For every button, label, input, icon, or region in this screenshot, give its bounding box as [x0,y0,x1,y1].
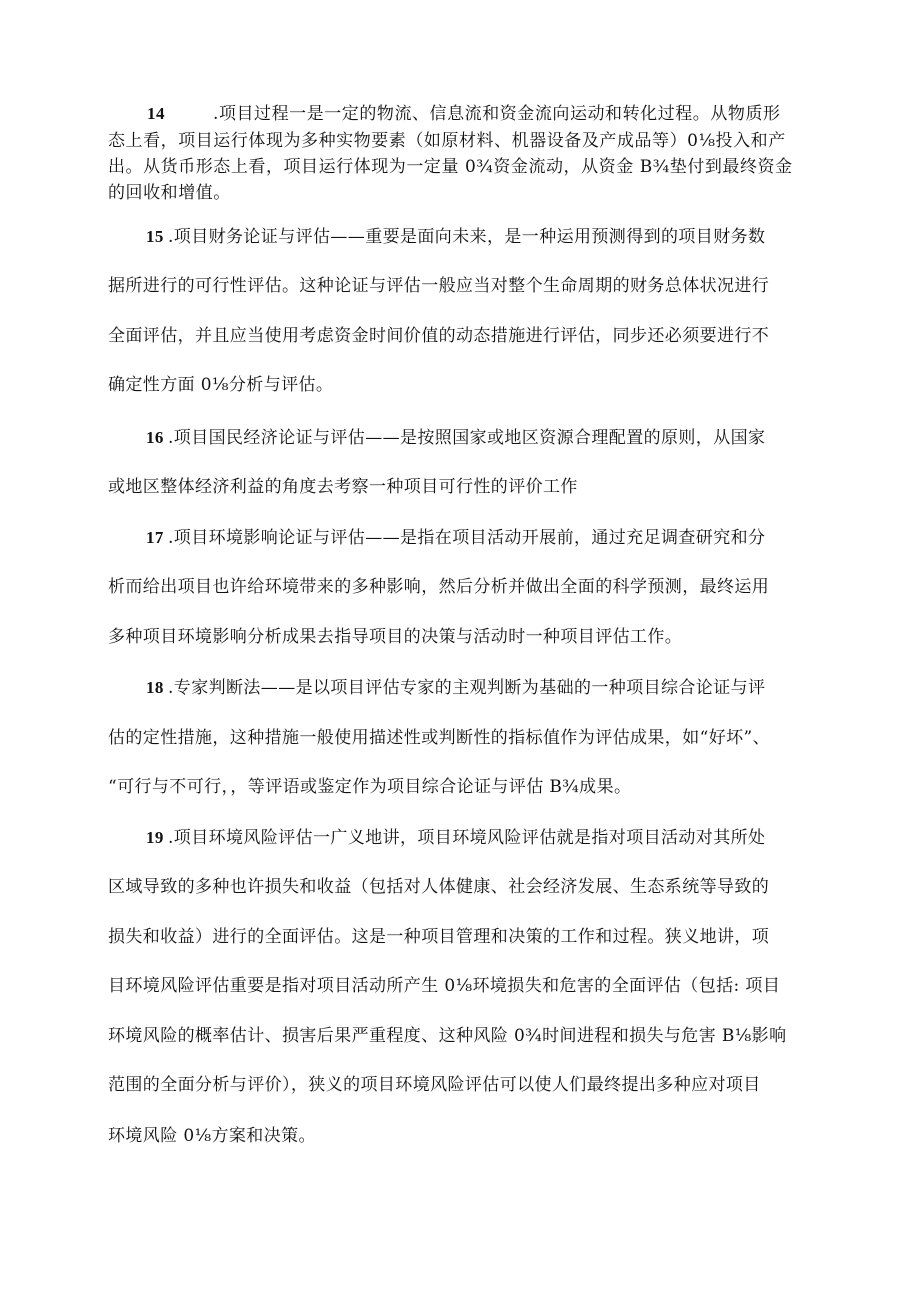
paragraph-line: .项目国民经济论证与评估——是按照国家或地区资源合理配置的原则，从国家 [168,428,766,448]
paragraph-line: 态上看，项目运行体现为多种实物要素（如原材料、机器设备及产成品等）0⅛投入和产 [108,131,786,151]
paragraph-line: .项目环境风险评估一广义地讲，项目环境风险评估就是指对项目活动对其所处 [168,828,766,848]
paragraph-number: 19 [146,828,164,847]
paragraph-line: 损失和收益）进行的全面评估。这是一种项目管理和决策的工作和过程。狭义地讲，项 [108,927,770,947]
paragraph-line: 析而给出项目也许给环境带来的多种影响，然后分析并做出全面的科学预测，最终运用 [108,577,770,597]
paragraph-line: .项目财务论证与评估——重要是面向未来，是一种运用预测得到的项目财务数 [168,227,766,247]
paragraph-number: 14 [147,104,166,123]
paragraph-line: .项目环境影响论证与评估——是指在项目活动开展前，通过充足调查研究和分 [168,528,766,548]
paragraph-line: “可行与不可行，，等评语或鉴定作为项目综合论证与评估 B¾成果。 [108,777,632,797]
paragraph-line: 估的定性措施，这种措施一般使用描述性或判断性的指标值作为评估成果，如“好坏”、 [108,728,770,748]
paragraph-number: 15 [146,227,164,246]
paragraph-line: 出。从货币形态上看，项目运行体现为一定量 0¾资金流动，从资金 B¾垫付到最终资金 [108,157,793,177]
paragraph-line: 范围的全面分析与评价），狭义的项目环境风险评估可以使人们最终提出多种应对项目 [108,1075,761,1095]
paragraph-line: 全面评估，并且应当使用考虑资金时间价值的动态措施进行评估，同步还必须要进行不 [108,326,770,346]
paragraph-line: 或地区整体经济利益的角度去考察一种项目可行性的评价工作 [108,477,578,497]
paragraph-line: 的回收和增值。 [108,183,231,203]
paragraph-line: 区域导致的多种也许损失和收益（包括对人体健康、社会经济发展、生态系统等导致的 [108,877,770,897]
paragraph-line: .项目过程一是一定的物流、信息流和资金流向运动和转化过程。从物质形 [213,104,781,124]
paragraph-line: 目环境风险评估重要是指对项目活动所产生 0⅛环境损失和危害的全面评估（包括: 项目 [108,976,781,996]
paragraph-line: 据所进行的可行性评估。这种论证与评估一般应当对整个生命周期的财务总体状况进行 [108,276,770,296]
paragraph-number: 17 [146,528,164,547]
paragraph-line: 环境风险 0⅛方案和决策。 [108,1126,316,1146]
paragraph-line: .专家判断法——是以项目评估专家的主观判断为基础的一种项目综合论证与评 [168,678,766,698]
paragraph-line: 多种项目环境影响分析成果去指导项目的决策与活动时一种项目评估工作。 [108,627,683,647]
paragraph-number: 16 [146,428,164,447]
paragraph-number: 18 [146,678,164,697]
paragraph-line: 确定性方面 0⅛分析与评估。 [108,375,334,395]
paragraph-line: 环境风险的概率估计、损害后果严重程度、这种风险 0¾时间进程和损失与危害 B⅛影响 [108,1026,787,1046]
